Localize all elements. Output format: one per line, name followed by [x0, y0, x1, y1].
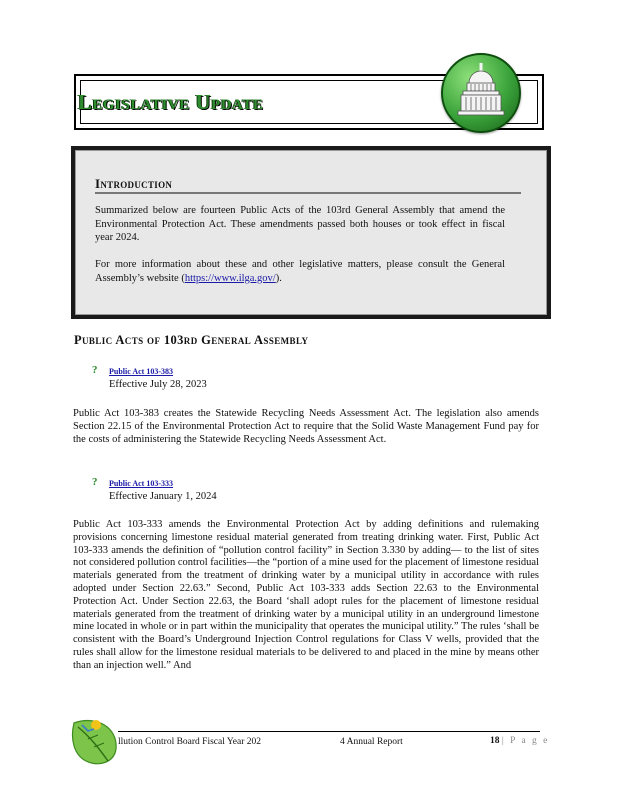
act-link-103-383[interactable]: Public Act 103-383	[109, 367, 173, 376]
bullet-icon: ?	[92, 364, 98, 376]
introduction-paragraph-more-info	[95, 258, 505, 285]
act-link-103-333[interactable]: Public Act 103-333	[109, 479, 173, 488]
more-info-suffix: ).	[275, 272, 282, 284]
capitol-dome-icon	[441, 53, 521, 133]
footer-page-number	[490, 736, 549, 746]
ilga-website-link[interactable]: https://www.ilga.gov/	[184, 272, 276, 284]
act-effective-date: Effective July 28, 2023	[109, 379, 207, 390]
act-effective-date: Effective January 1, 2024	[109, 491, 217, 502]
section-heading: Public Acts of 103rd General Assembly	[74, 333, 309, 347]
footer-report-subtitle: 4 Annual Report	[340, 737, 403, 747]
page-number: 18	[490, 736, 500, 746]
leaf-logo-icon	[68, 715, 122, 767]
introduction-title: Introduction	[95, 176, 173, 191]
more-info-text: For more information about these and other legislative matters, please consult the General Assembly’s website (	[95, 259, 505, 284]
footer-report-title: llution Control Board Fiscal Year 202	[118, 737, 262, 747]
page-label: | P a g e	[501, 736, 550, 746]
bullet-icon: ?	[92, 476, 98, 488]
footer-divider	[118, 731, 540, 732]
page-title: Legislative Update	[78, 90, 264, 114]
act-summary: Public Act 103-333 amends the Environmental Protection Act by adding definitions and rulemaking provisions concerning limestone residual material generated from treating drinking water. First, Public Act 103-333 amends the definition of “pollution control facility” in Section 3.330 by adding— to the list of sites not considered pollution control facilities—the “portion of a mine used for the placement of limestone residual materials generated from the treatment of drinking water by a municipal utility in accordance with rules adopted under Section 22.63.” Second, Public Act 103-333 adds Section 22.63 to the Environmental Protection Act. Under Section 22.63, the Board ‘shall adopt rules for the placement of limestone residual materials generated from the treatment of drinking water by a municipal utility in an underground limestone mine located in whole or in part within the municipality that operates the municipal utility.” The rules ‘shall be consistent with the Board’s Underground Injection Control regulations for Class V wells, provided that the rules shall allow for the limestone residual materials to be delivered to and placed in the mine by means other than an injection well.” And	[73, 519, 539, 671]
act-summary: Public Act 103-383 creates the Statewide Recycling Needs Assessment Act. The legislation also amends Section 22.15 of the Environmental Protection Act to require that the Solid Waste Management Fund pay for the costs of administering the Statewide Recycling Needs Assessment Act.	[73, 408, 539, 445]
introduction-divider	[95, 192, 521, 194]
introduction-paragraph: Summarized below are fourteen Public Acts of the 103rd General Assembly that amend the Environmental Protection Act. These amendments passed both houses or took effect in fiscal year 2024.	[95, 205, 505, 243]
